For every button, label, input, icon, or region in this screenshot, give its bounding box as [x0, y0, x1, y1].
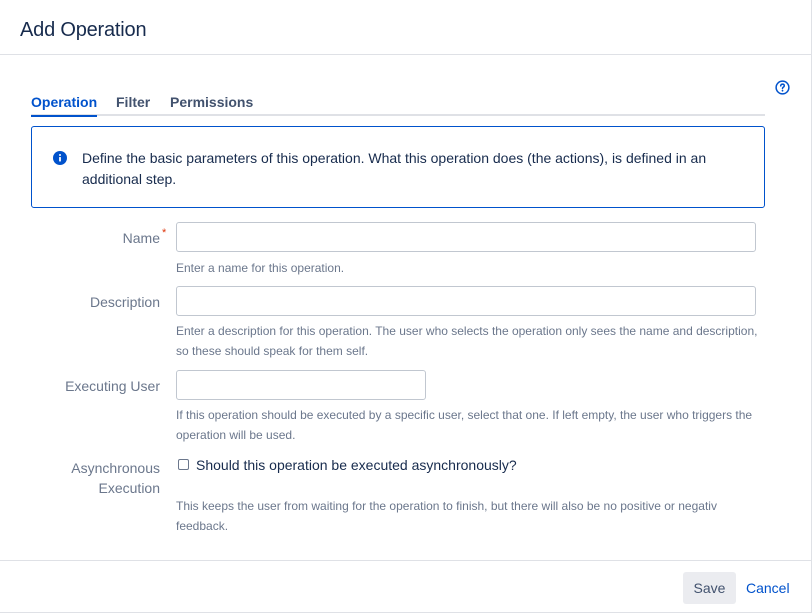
dialog-title: Add Operation: [20, 19, 147, 41]
name-label-text: Name: [122, 230, 160, 246]
info-text: Define the basic parameters of this operation. What this operation does (the actions), is defined in an additional step.: [82, 150, 707, 187]
description-hint: Enter a description for this operation. The user who selects the operation only sees the name and description, so these should speak for them self.: [176, 324, 758, 358]
tab-bar: [31, 93, 765, 116]
asynchronous-checkbox-label[interactable]: Should this operation be executed asynchronously?: [196, 457, 517, 473]
info-icon: [53, 151, 67, 165]
tab-filter[interactable]: Filter: [116, 94, 151, 110]
asynchronous-label-line2: Execution: [98, 480, 160, 496]
name-hint: Enter a name for this operation.: [176, 261, 345, 275]
asynchronous-hint: This keeps the user from waiting for the operation to finish, but there will also be no positive or negativ feedback.: [176, 499, 717, 533]
tab-operation[interactable]: Operation: [31, 94, 97, 115]
description-input[interactable]: [176, 286, 756, 316]
required-indicator: *: [162, 227, 167, 239]
asynchronous-label-line1: Asynchronous: [71, 460, 160, 476]
save-button[interactable]: Save: [683, 572, 736, 604]
executing-user-hint: If this operation should be executed by a specific user, select that one. If left empty, the user who triggers the operation will be used.: [176, 408, 753, 442]
dialog-header: [0, 0, 811, 55]
dialog-footer: [0, 560, 811, 612]
asynchronous-execution-label: [40, 458, 160, 498]
executing-user-input[interactable]: [176, 370, 426, 400]
asynchronous-checkbox[interactable]: [178, 459, 189, 470]
name-input[interactable]: [176, 222, 756, 252]
cancel-link[interactable]: Cancel: [746, 580, 790, 596]
name-label: [60, 230, 160, 246]
executing-user-label: Executing User: [65, 378, 160, 394]
info-message: [31, 126, 765, 208]
description-label: Description: [89, 294, 160, 310]
help-icon[interactable]: [775, 80, 790, 95]
tab-permissions[interactable]: Permissions: [170, 94, 254, 110]
